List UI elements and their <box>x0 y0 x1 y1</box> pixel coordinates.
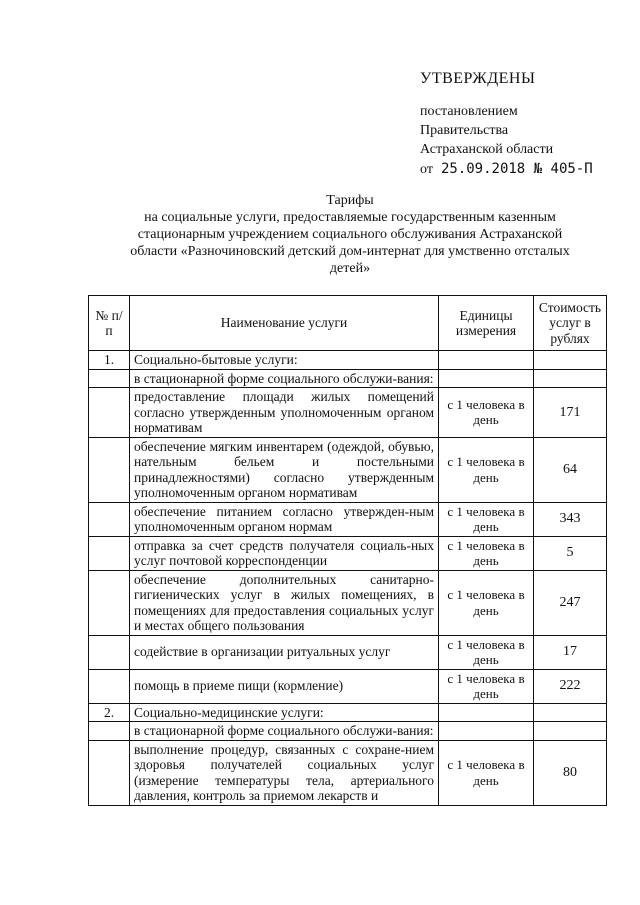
table-row <box>89 703 607 722</box>
header-unit: Единицы измерения <box>439 296 534 351</box>
table-row <box>89 388 607 438</box>
tariffs-table <box>88 295 607 806</box>
approval-line-2: Правительства <box>420 123 509 138</box>
row-unit: с 1 человека в день <box>439 388 534 438</box>
table-row <box>89 437 607 502</box>
row-num <box>89 570 130 635</box>
row-unit: с 1 человека в день <box>439 536 534 570</box>
row-name: обеспечение питанием согласно утвержден-ным уполномоченным органом нормам <box>130 502 439 536</box>
title-line-4: области «Разночиновский детский дом-интернат для умственно отсталых <box>130 244 570 259</box>
row-unit: с 1 человека в день <box>439 635 534 669</box>
row-cost <box>534 369 607 388</box>
row-name: помощь в приеме пищи (кормление) <box>130 669 439 703</box>
table-row <box>89 740 607 805</box>
approval-line-3: Астраханской области <box>420 142 554 157</box>
row-num <box>89 740 130 805</box>
approval-from: от <box>420 162 433 177</box>
row-cost: 17 <box>534 635 607 669</box>
approval-title: УТВЕРЖДЕНЫ <box>420 70 536 87</box>
row-name: отправка за счет средств получателя социаль-ных услуг почтовой корреспонденции <box>130 536 439 570</box>
row-cost <box>534 351 607 370</box>
table-row <box>89 570 607 635</box>
row-unit <box>439 722 534 741</box>
row-unit <box>439 703 534 722</box>
row-name: содействие в организации ритуальных услуг <box>130 635 439 669</box>
row-name: обеспечение мягким инвентарем (одеждой, обувью, нательным бельем и постельными принадлежностями) согласно утвержденным уполномоченным органом нормативам <box>130 437 439 502</box>
header-name: Наименование услуги <box>130 296 439 351</box>
title-line-1: Тарифы <box>326 193 374 208</box>
row-unit: с 1 человека в день <box>439 437 534 502</box>
title-line-5: детей» <box>329 261 371 276</box>
row-num <box>89 635 130 669</box>
table-header-row <box>89 296 607 351</box>
approval-block <box>420 70 630 180</box>
approval-line-1: постановлением <box>420 104 518 119</box>
table-row <box>89 502 607 536</box>
row-num <box>89 669 130 703</box>
approval-decree <box>420 159 630 180</box>
row-name: Социально-бытовые услуги: <box>130 351 439 370</box>
row-num <box>89 437 130 502</box>
row-cost: 64 <box>534 437 607 502</box>
row-cost <box>534 703 607 722</box>
header-num: № п/п <box>89 296 130 351</box>
table-row <box>89 669 607 703</box>
row-cost: 171 <box>534 388 607 438</box>
row-cost: 222 <box>534 669 607 703</box>
row-cost: 343 <box>534 502 607 536</box>
table-row <box>89 722 607 741</box>
table-row <box>89 351 607 370</box>
row-name: Социально-медицинские услуги: <box>130 703 439 722</box>
row-unit <box>439 351 534 370</box>
row-name: предоставление площади жилых помещений согласно утвержденным уполномоченным органом нормативам <box>130 388 439 438</box>
row-unit <box>439 369 534 388</box>
row-unit: с 1 человека в день <box>439 502 534 536</box>
row-num <box>89 369 130 388</box>
row-num <box>89 536 130 570</box>
row-cost <box>534 722 607 741</box>
row-unit: с 1 человека в день <box>439 740 534 805</box>
table-row <box>89 635 607 669</box>
row-num <box>89 722 130 741</box>
row-name: в стационарной форме социального обслужи-вания: <box>130 722 439 741</box>
row-cost: 5 <box>534 536 607 570</box>
row-unit: с 1 человека в день <box>439 570 534 635</box>
row-cost: 80 <box>534 740 607 805</box>
row-num <box>89 502 130 536</box>
header-cost: Стоимость услуг в рублях <box>534 296 607 351</box>
row-num: 1. <box>89 351 130 370</box>
row-name: выполнение процедур, связанных с сохране-нием здоровья получателей социальных услуг (измерение температуры тела, артериального давления, контроль за приемом лекарств и <box>130 740 439 805</box>
document-title <box>100 192 600 277</box>
table-row <box>89 369 607 388</box>
approval-date-number: 25.09.2018 № 405-П <box>440 161 593 177</box>
row-cost: 247 <box>534 570 607 635</box>
title-line-2: на социальные услуги, предоставляемые государственным казенным <box>144 210 556 225</box>
table-row <box>89 536 607 570</box>
row-unit: с 1 человека в день <box>439 669 534 703</box>
row-name: обеспечение дополнительных санитарно-гигиенических услуг в жилых помещениях, в помещениях для предоставления социальных услуг и местах общего пользования <box>130 570 439 635</box>
title-line-3: стационарным учреждением социального обслуживания Астраханской <box>137 227 563 242</box>
row-name: в стационарной форме социального обслужи-вания: <box>130 369 439 388</box>
row-num: 2. <box>89 703 130 722</box>
row-num <box>89 388 130 438</box>
